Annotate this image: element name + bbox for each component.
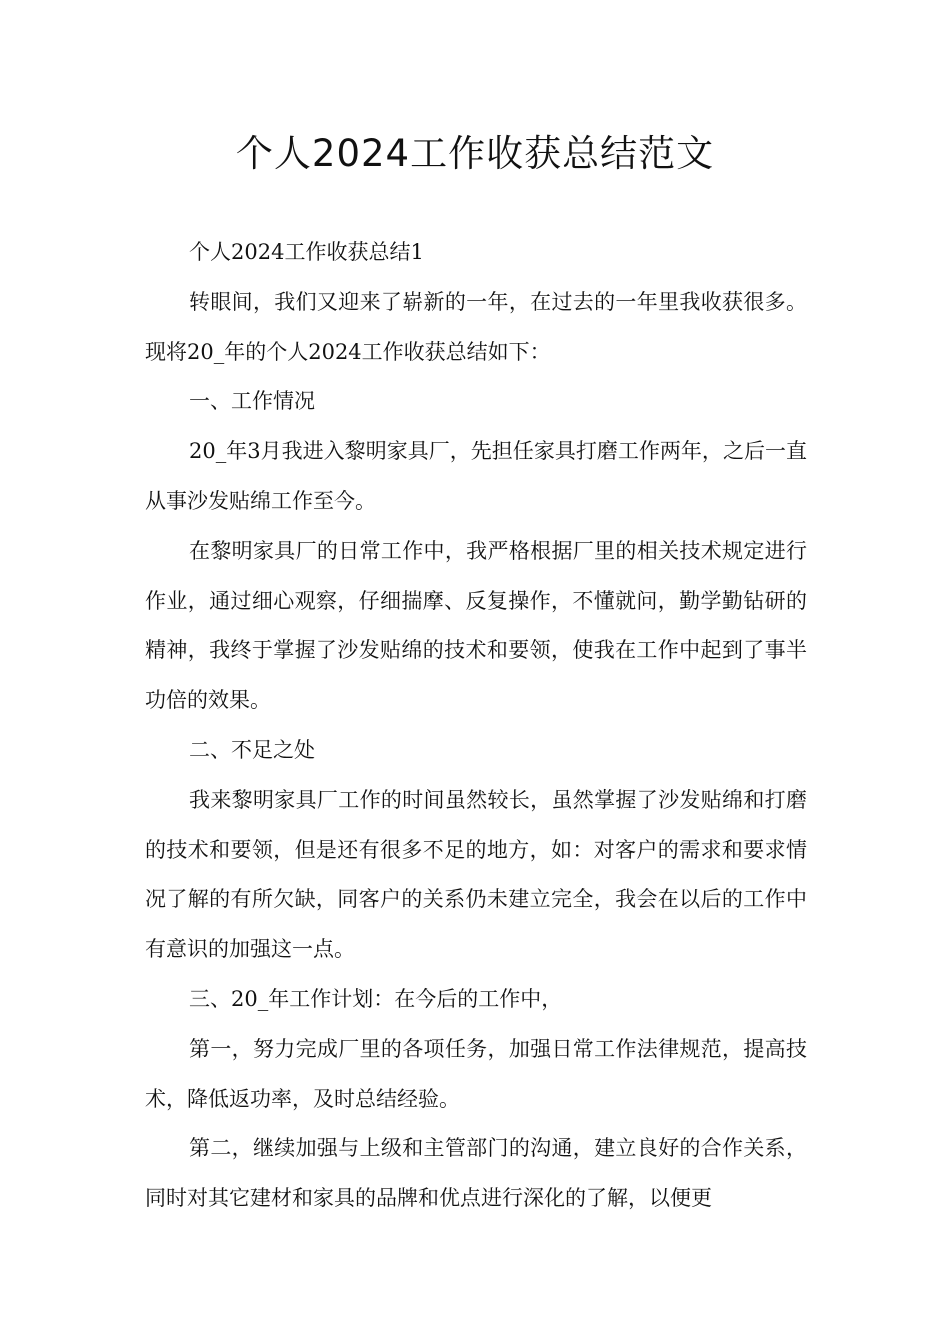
- section-heading: 三、20_年工作计划：在今后的工作中，: [189, 986, 563, 1011]
- document-title: 个人2024工作收获总结范文: [235, 132, 715, 175]
- section-heading: 一、工作情况: [189, 389, 315, 414]
- section-heading: 二、不足之处: [189, 737, 315, 762]
- paragraph: 转眼间，我们又迎来了崭新的一年，在过去的一年里我收获很多。现将20_年的个人2024工作收获总结如下：: [145, 289, 807, 364]
- paragraph: 20_年3月我进入黎明家具厂，先担任家具打磨工作两年，之后一直从事沙发贴绵工作至今。: [145, 439, 807, 513]
- paragraph: 第二，继续加强与上级和主管部门的沟通，建立良好的合作关系，同时对其它建材和家具的品牌和优点进行深化的了解，以便更: [145, 1136, 807, 1211]
- document-body: [145, 228, 807, 1224]
- paragraph: 在黎明家具厂的日常工作中，我严格根据厂里的相关技术规定进行作业，通过细心观察，仔细揣摩、反复操作，不懂就问，勤学勤钻研的精神，我终于掌握了沙发贴绵的技术和要领，使我在工作中起到了事半功倍的效果。: [145, 538, 807, 713]
- section-heading: 个人2024工作收获总结1: [189, 240, 424, 264]
- paragraph: 第一，努力完成厂里的各项任务，加强日常工作法律规范，提高技术，降低返功率，及时总结经验。: [145, 1036, 807, 1111]
- paragraph: 我来黎明家具厂工作的时间虽然较长，虽然掌握了沙发贴绵和打磨的技术和要领，但是还有很多不足的地方，如：对客户的需求和要求情况了解的有所欠缺，同客户的关系仍未建立完全，我会在以后的工作中有意识的加强这一点。: [145, 787, 807, 962]
